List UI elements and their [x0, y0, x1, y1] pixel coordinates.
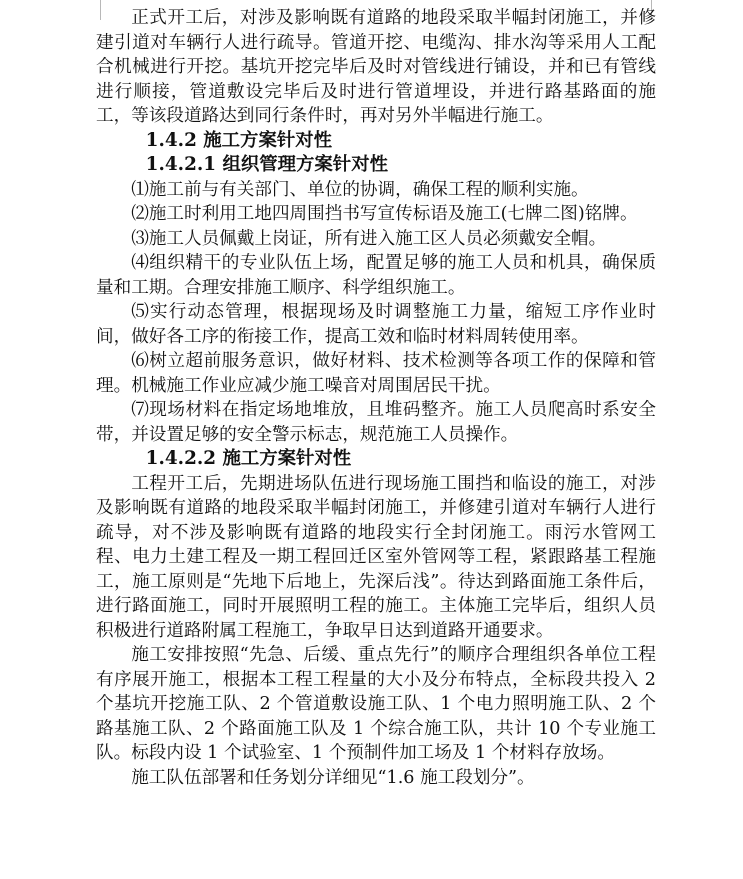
management-item-5: ⑸实行动态管理，根据现场及时调整施工力量，缩短工序作业时间，做好各工序的衔接工作，提高工效和临时材料周转使用率。	[96, 302, 656, 347]
section-heading-1-4-2: 1.4.2 施工方案针对性	[145, 129, 333, 151]
plan-paragraph-2: 施工安排按照“先急、后缓、重点先行”的顺序合理组织各单位工程有序展开施工，根据本工程工程量的大小及分布特点，全标段共投入 2 个基坑开挖施工队、2 个管道敷设施工队、1 个电力照明施工队、2 个路基施工队、2 个路面施工队及 1 个综合施工队，共计 10 个专业施工队。标段内设 1 个试验室、1 个预制件加工场及 1 个材料存放场。	[96, 645, 656, 763]
intro-paragraph: 正式开工后，对涉及影响既有道路的地段采取半幅封闭施工，并修建引道对车辆行人进行疏导。管道开挖、电缆沟、排水沟等采用人工配合机械进行开挖。基坑开挖完毕后及时对管线进行铺设，并和已有管线进行顺接，管道敷设完毕后及时进行管道埋设，并进行路基路面的施工，等该段道路达到同行条件时，再对另外半幅进行施工。	[96, 8, 656, 126]
management-item-1: ⑴施工前与有关部门、单位的协调，确保工程的顺利实施。	[131, 179, 589, 200]
management-item-4: ⑷组织精干的专业队伍上场，配置足够的施工人员和机具，确保质量和工期。合理安排施工顺序、科学组织施工。	[96, 253, 656, 298]
document-body	[96, 6, 656, 790]
section-heading-1-4-2-2: 1.4.2.2 施工方案针对性	[145, 448, 352, 469]
management-item-6: ⑹树立超前服务意识，做好材料、技术检测等各项工作的保障和管理。机械施工作业应减少施工噪音对周围居民干扰。	[96, 351, 656, 396]
management-item-3: ⑶施工人员佩戴上岗证，所有进入施工区人员必须戴安全帽。	[131, 228, 607, 249]
management-item-7: ⑺现场材料在指定场地堆放，且堆码整齐。施工人员爬高时系安全带，并设置足够的安全警示标志，规范施工人员操作。	[96, 400, 656, 445]
plan-paragraph-3: 施工队伍部署和任务划分详细见“1.6 施工段划分”。	[131, 767, 535, 788]
section-heading-1-4-2-1: 1.4.2.1 组织管理方案针对性	[145, 154, 388, 175]
management-item-2: ⑵施工时利用工地四周围挡书写宣传标语及施工(七牌二图)铭牌。	[131, 204, 638, 224]
plan-paragraph-1: 工程开工后，先期进场队伍进行现场施工围挡和临设的施工，对涉及影响既有道路的地段采取半幅封闭施工，并修建引道对车辆行人进行疏导，对不涉及影响既有道路的地段实行全封闭施工。雨污水管网工程、电力土建工程及一期工程回迁区室外管网等工程，紧跟路基工程施工，施工原则是“先地下后地上，先深后浅”。待达到路面施工条件后，进行路面施工，同时开展照明工程的施工。主体施工完毕后，组织人员积极进行道路附属工程施工，争取早日达到道路开通要求。	[96, 473, 656, 641]
